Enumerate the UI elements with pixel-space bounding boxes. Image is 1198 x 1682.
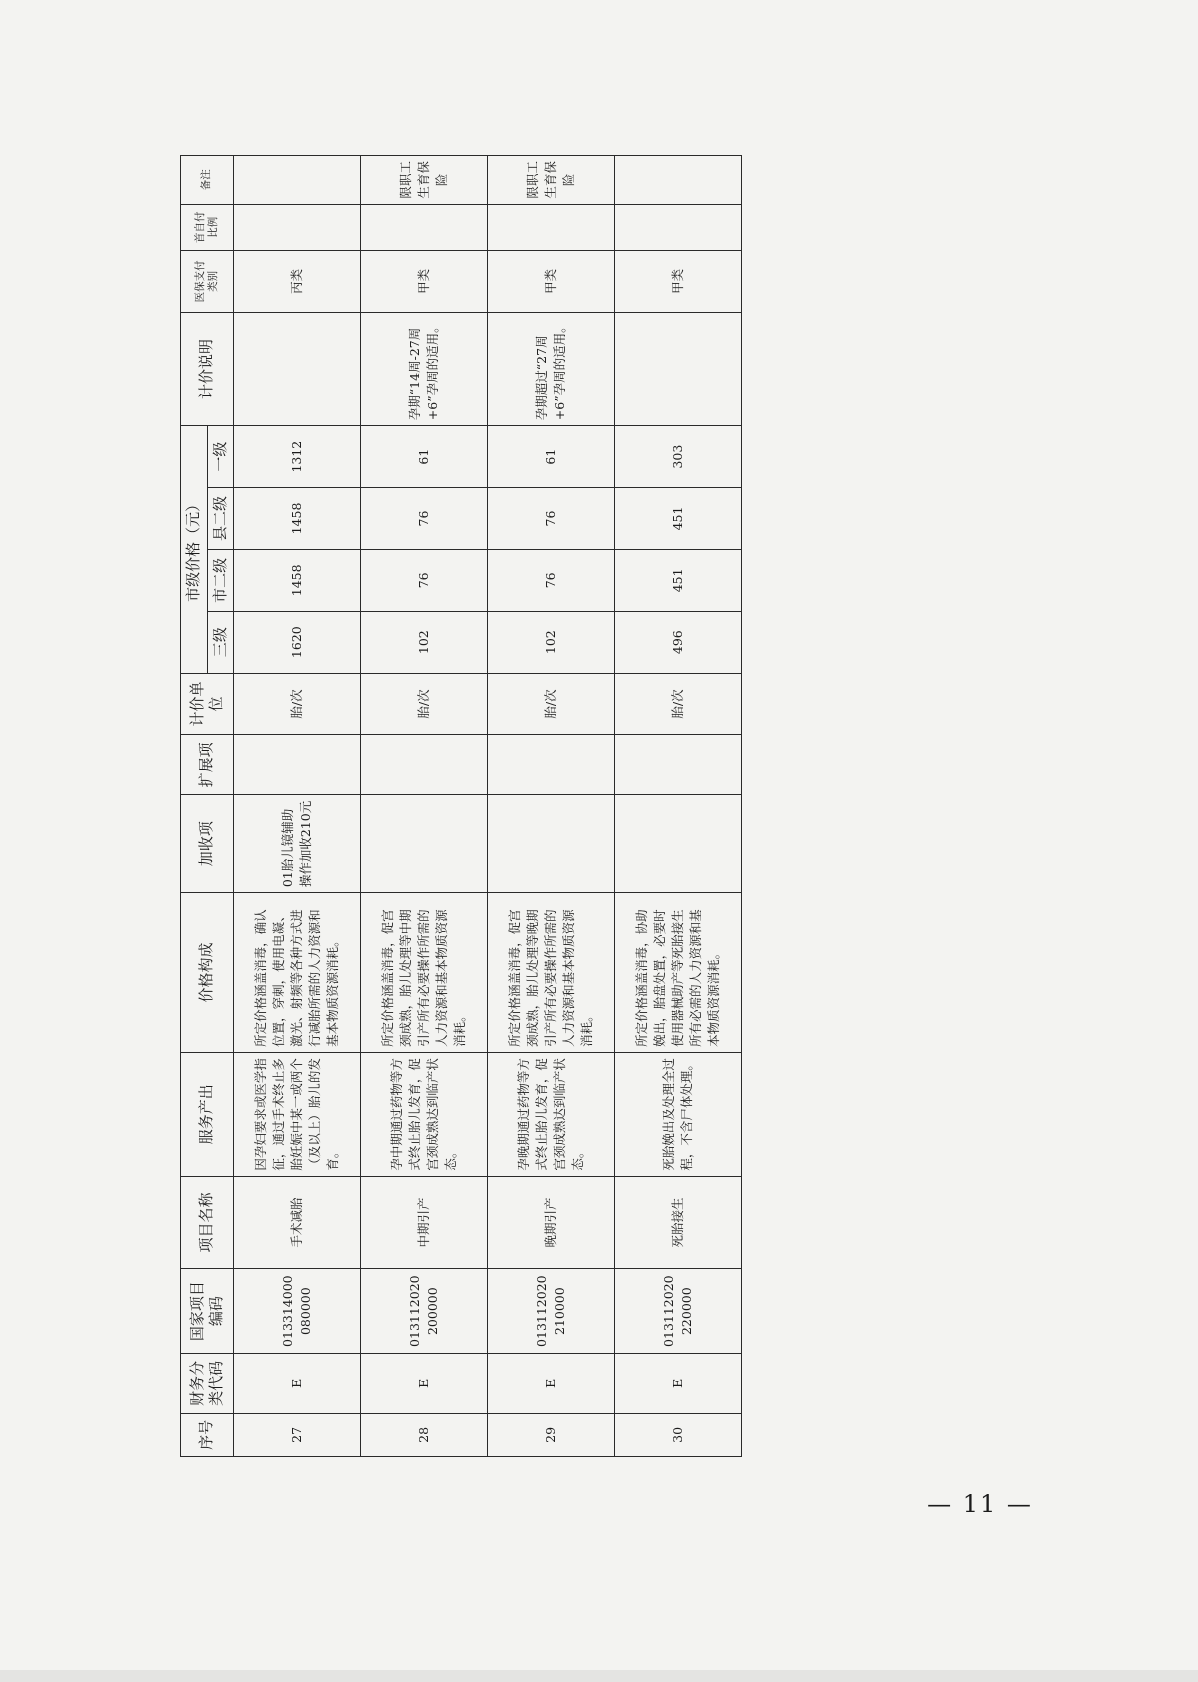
cell-pricing-note bbox=[234, 312, 361, 425]
cell-finance-code: E bbox=[488, 1353, 615, 1413]
cell-extension bbox=[234, 735, 361, 795]
cell-seq: 29 bbox=[488, 1413, 615, 1456]
scan-bottom-edge bbox=[0, 1670, 1198, 1682]
cell-remark: 限职工生育保险 bbox=[361, 156, 488, 205]
cell-extension bbox=[361, 735, 488, 795]
cell-remark bbox=[234, 156, 361, 205]
header-surcharge: 加收项 bbox=[181, 795, 234, 893]
header-row-top bbox=[181, 156, 208, 1457]
cell-self-pay-ratio bbox=[615, 204, 742, 250]
cell-extension bbox=[615, 735, 742, 795]
cell-pricing-unit: 胎/次 bbox=[361, 673, 488, 735]
header-city-price: 市级价格（元） bbox=[181, 426, 208, 673]
header-city-level-2: 市二级 bbox=[207, 549, 234, 611]
header-level-3: 三级 bbox=[207, 611, 234, 673]
cell-price-composition: 所定价格涵盖消毒，促宫颈成熟，胎儿处理等晚期引产所有必要操作所需的人力资源和基本物质资源消耗。 bbox=[488, 893, 615, 1053]
cell-item-name: 中期引产 bbox=[361, 1176, 488, 1269]
cell-national-code: 013112020220000 bbox=[615, 1269, 742, 1354]
header-self-pay-ratio: 首自付比例 bbox=[181, 204, 234, 250]
cell-price-city-level-2: 76 bbox=[488, 549, 615, 611]
cell-price-city-level-2: 1458 bbox=[234, 549, 361, 611]
header-price-composition: 价格构成 bbox=[181, 893, 234, 1053]
cell-price-city-level-2: 451 bbox=[615, 549, 742, 611]
cell-seq: 30 bbox=[615, 1413, 742, 1456]
cell-price-county-level-2: 76 bbox=[361, 488, 488, 550]
cell-national-code: 013314000080000 bbox=[234, 1269, 361, 1354]
cell-price-composition: 所定价格涵盖消毒，促宫颈成熟，胎儿处理等中期引产所有必要操作所需的人力资源和基本物质资源消耗。 bbox=[361, 893, 488, 1053]
cell-price-county-level-2: 451 bbox=[615, 488, 742, 550]
cell-insurance-type: 甲类 bbox=[488, 250, 615, 312]
header-county-level-2: 县二级 bbox=[207, 488, 234, 550]
cell-price-level-3: 1620 bbox=[234, 611, 361, 673]
cell-item-name: 死胎接生 bbox=[615, 1176, 742, 1269]
cell-price-level-3: 102 bbox=[361, 611, 488, 673]
cell-self-pay-ratio bbox=[234, 204, 361, 250]
cell-price-level-3: 496 bbox=[615, 611, 742, 673]
table-row bbox=[615, 156, 742, 1457]
cell-price-composition: 所定价格涵盖消毒，协助娩出，胎盘处置，必要时使用器械助产等死胎接生所有必需的人力资源和基本物质资源消耗。 bbox=[615, 893, 742, 1053]
header-pricing-note: 计价说明 bbox=[181, 312, 234, 425]
cell-pricing-unit: 胎/次 bbox=[615, 673, 742, 735]
cell-insurance-type: 丙类 bbox=[234, 250, 361, 312]
header-service-output: 服务产出 bbox=[181, 1052, 234, 1176]
cell-price-county-level-2: 1458 bbox=[234, 488, 361, 550]
cell-seq: 27 bbox=[234, 1413, 361, 1456]
cell-finance-code: E bbox=[361, 1353, 488, 1413]
cell-surcharge bbox=[361, 795, 488, 893]
header-pricing-unit: 计价单位 bbox=[181, 673, 234, 735]
cell-remark: 限职工生育保险 bbox=[488, 156, 615, 205]
cell-remark bbox=[615, 156, 742, 205]
cell-self-pay-ratio bbox=[361, 204, 488, 250]
cell-price-level-3: 102 bbox=[488, 611, 615, 673]
cell-seq: 28 bbox=[361, 1413, 488, 1456]
header-insurance-type: 医保支付类别 bbox=[181, 250, 234, 312]
page-number: — 11 — bbox=[927, 1490, 1033, 1518]
cell-service-output: 孕中期通过药物等方式终止胎儿发育，促宫颈成熟达到临产状态。 bbox=[361, 1052, 488, 1176]
table-row bbox=[361, 156, 488, 1457]
cell-price-city-level-2: 76 bbox=[361, 549, 488, 611]
cell-item-name: 晚期引产 bbox=[488, 1176, 615, 1269]
cell-surcharge bbox=[615, 795, 742, 893]
header-extension: 扩展项 bbox=[181, 735, 234, 795]
header-remark: 备注 bbox=[181, 156, 234, 205]
cell-surcharge: 01胎儿镜辅助操作加收210元 bbox=[234, 795, 361, 893]
cell-extension bbox=[488, 735, 615, 795]
cell-self-pay-ratio bbox=[488, 204, 615, 250]
cell-surcharge bbox=[488, 795, 615, 893]
cell-price-level-1: 1312 bbox=[234, 426, 361, 488]
cell-price-level-1: 61 bbox=[488, 426, 615, 488]
rotated-price-table-sheet bbox=[180, 155, 742, 1457]
cell-pricing-note: 孕期超过“27周+6”孕周的适用。 bbox=[488, 312, 615, 425]
medical-service-price-table bbox=[180, 155, 742, 1457]
cell-service-output: 孕晚期通过药物等方式终止胎儿发育，促宫颈成熟达到临产状态。 bbox=[488, 1052, 615, 1176]
cell-price-level-1: 61 bbox=[361, 426, 488, 488]
cell-price-county-level-2: 76 bbox=[488, 488, 615, 550]
table-row bbox=[488, 156, 615, 1457]
table-row bbox=[234, 156, 361, 1457]
cell-finance-code: E bbox=[234, 1353, 361, 1413]
header-seq: 序号 bbox=[181, 1413, 234, 1456]
cell-service-output: 因孕妇要求或医学指征，通过手术终止多胎妊娠中某一或两个（及以上）胎儿的发育。 bbox=[234, 1052, 361, 1176]
cell-national-code: 013112020210000 bbox=[488, 1269, 615, 1354]
header-finance-code: 财务分类代码 bbox=[181, 1353, 234, 1413]
header-national-code: 国家项目编码 bbox=[181, 1269, 234, 1354]
cell-price-composition: 所定价格涵盖消毒，确认位置，穿刺，使用电凝、激光、射频等各种方式进行减胎所需的人力资源和基本物质资源消耗。 bbox=[234, 893, 361, 1053]
cell-pricing-note: 孕期“14周-27周+6”孕周的适用。 bbox=[361, 312, 488, 425]
header-level-1: 一级 bbox=[207, 426, 234, 488]
cell-pricing-note bbox=[615, 312, 742, 425]
cell-item-name: 手术减胎 bbox=[234, 1176, 361, 1269]
cell-national-code: 013112020200000 bbox=[361, 1269, 488, 1354]
header-item-name: 项目名称 bbox=[181, 1176, 234, 1269]
cell-service-output: 死胎娩出及处理全过程，不含尸体处理。 bbox=[615, 1052, 742, 1176]
cell-finance-code: E bbox=[615, 1353, 742, 1413]
cell-insurance-type: 甲类 bbox=[615, 250, 742, 312]
cell-pricing-unit: 胎/次 bbox=[488, 673, 615, 735]
cell-insurance-type: 甲类 bbox=[361, 250, 488, 312]
cell-price-level-1: 303 bbox=[615, 426, 742, 488]
cell-pricing-unit: 胎/次 bbox=[234, 673, 361, 735]
